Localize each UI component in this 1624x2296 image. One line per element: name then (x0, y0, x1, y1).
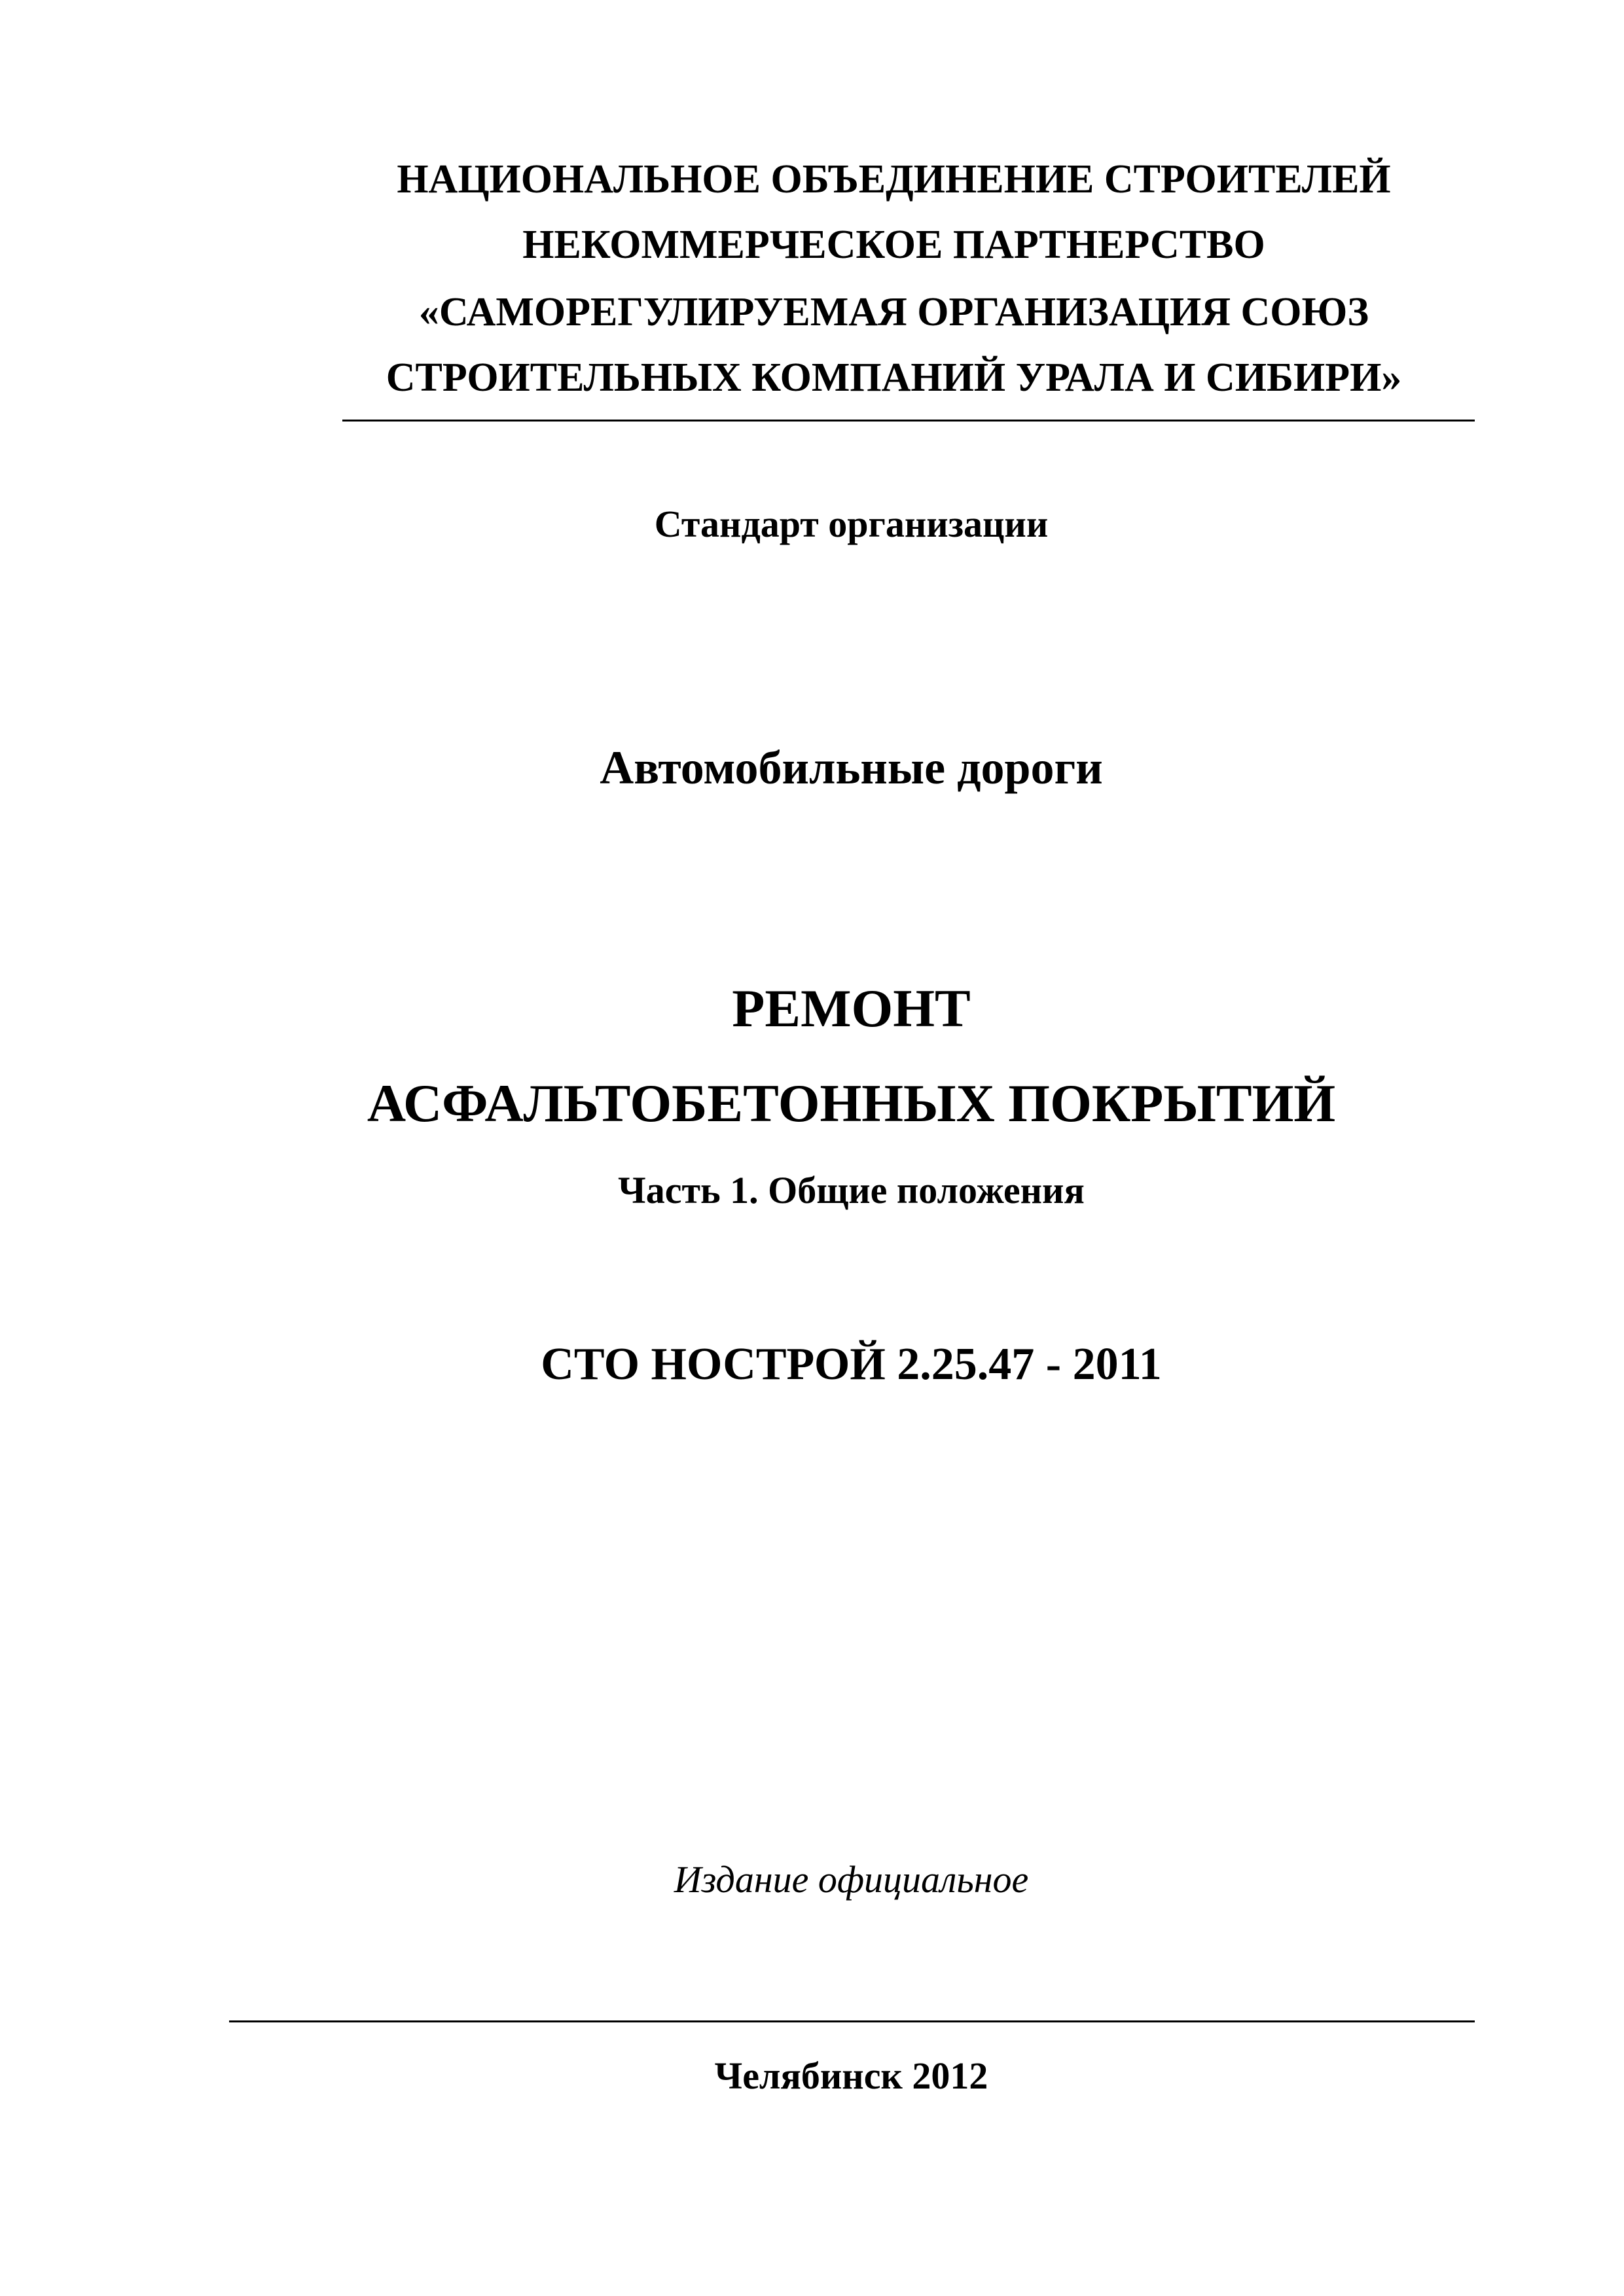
document-code: СТО НОСТРОЙ 2.25.47 - 2011 (541, 1339, 1162, 1390)
org-line-3: «САМОРЕГУЛИРУЕМАЯ ОРГАНИЗАЦИЯ СОЮЗ (418, 290, 1369, 334)
org-line-2: НЕКОММЕРЧЕСКОЕ ПАРТНЕРСТВО (522, 223, 1265, 267)
footer-city-year: Челябинск 2012 (714, 2054, 988, 2097)
document-category: Автомобильные дороги (600, 742, 1103, 794)
title-line-2: АСФАЛЬТОБЕТОННЫХ ПОКРЫТИЙ (367, 1073, 1336, 1133)
title-line-1: РЕМОНТ (732, 978, 971, 1038)
edition-note: Издание официальное (674, 1858, 1029, 1901)
document-part: Часть 1. Общие положения (618, 1169, 1085, 1211)
org-line-1: НАЦИОНАЛЬНОЕ ОБЪЕДИНЕНИЕ СТРОИТЕЛЕЙ (397, 157, 1391, 202)
document-type-label: Стандарт организации (654, 503, 1049, 545)
header-divider (342, 420, 1475, 422)
footer-divider (229, 2020, 1475, 2022)
org-line-4: СТРОИТЕЛЬНЫХ КОМПАНИЙ УРАЛА И СИБИРИ» (386, 355, 1402, 400)
